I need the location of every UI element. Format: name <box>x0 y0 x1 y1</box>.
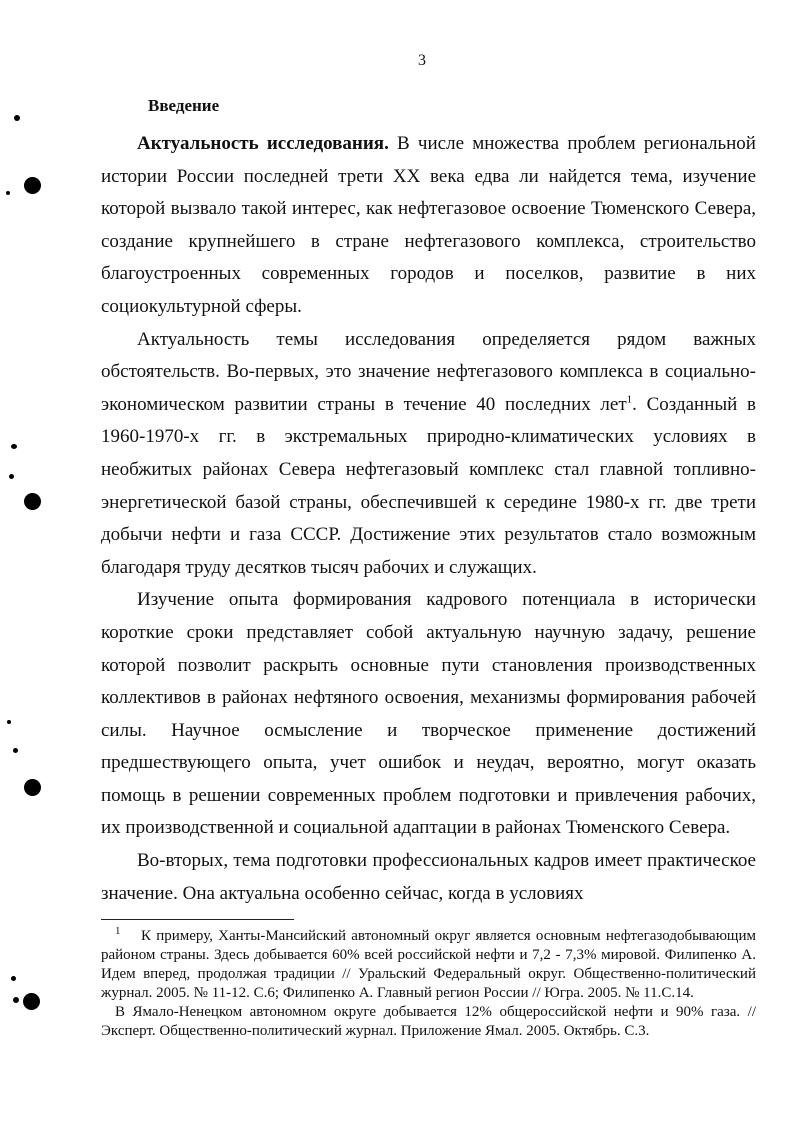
footnote-reference: 1 <box>626 393 633 406</box>
scan-speck <box>13 748 18 753</box>
footnote-text: К примеру, Ханты-Мансийский автономный округ является основным нефтегазодобывающим районом страны. Здесь добывается 60% всей российской нефти и 7,2 - 7,3% мировой. Филипенко А. Идем вперед, продолжая традиции // Уральский Федеральный округ. Общественно-политический журнал. 2005. № 11-12. С.6; Филипенко А. Главный регион России // Югра. 2005. № 11.С.14. <box>101 928 756 1001</box>
scan-speck <box>9 474 14 479</box>
paragraph-relevance <box>101 128 756 324</box>
paragraph-text: Актуальность темы исследования определяется рядом важных обстоятельств. Во-первых, это значение нефтегазового комплекса в социально-экономическом развитии страны в течение 40 последних лет <box>101 328 756 415</box>
scan-speck <box>11 976 16 981</box>
paragraph-experience <box>101 584 756 845</box>
scan-speck <box>14 115 20 121</box>
binding-hole-mark <box>24 493 41 510</box>
page-number: 3 <box>418 52 426 69</box>
footnote-text: В Ямало-Ненецком автономном округе добывается 12% общероссийской нефти и 90% газа. // Эксперт. Общественно-политический журнал. Приложение Ямал. 2005. Октябрь. С.3. <box>101 1004 756 1039</box>
paragraph-circumstances <box>101 324 756 585</box>
footnote: $^1$ К примеру, Ханты-Мансийский автономный округ является основным нефтегазодобывающим районом страны. Здесь добывается 60% всей российской нефти и 7,2 - 7,3% мировой. Филипенко А. Идем вперед, продолжая традиции // Уральский Федеральный округ. Общественно-политический журнал. 2005. № 11-12. С.6; Филипенко А. Главный регион России // Югра. 2005. № 11.С.14. <box>101 925 756 1001</box>
binding-hole-mark <box>24 779 41 796</box>
paragraph-text: Изучение опыта формирования кадрового потенциала в исторически короткие сроки представляет собой актуальную научную задачу, решение которой позволит раскрыть основные пути становления производственных коллективов в районах нефтяного освоения, механизмы формирования рабочей силы. Научное осмысление и творческое применение достижений предшествующего опыта, учет ошибок и неудач, вероятно, могут оказать помощь в решении современных проблем подготовки и привлечения рабочих, их производственной и социальной адаптации в районах Тюменского Севера. <box>101 589 756 839</box>
footnotes <box>101 927 756 1041</box>
paragraph-text: В числе множества проблем региональной истории России последней трети XX века едва ли найдется тема, изучение которой вызвало такой интерес, как нефтегазовое освоение Тюменского Севера, создание крупнейшего в стране нефтегазового комплекса, строительство благоустроенных современных городов и поселков, развитие в них социокультурной сферы. <box>101 133 756 317</box>
scan-speck <box>6 191 10 195</box>
scan-speck <box>7 720 11 724</box>
scan-speck <box>13 997 19 1003</box>
scan-speck <box>11 444 17 449</box>
section-heading: Введение <box>148 96 220 115</box>
binding-hole-mark <box>24 177 41 194</box>
paragraph-lead: Актуальность исследования. <box>137 133 389 154</box>
body-text <box>101 128 756 910</box>
paragraph-text: Во-вторых, тема подготовки профессиональных кадров имеет практическое значение. Она актуальна особенно сейчас, когда в условиях <box>101 850 756 904</box>
binding-hole-mark <box>23 993 40 1010</box>
footnote-divider <box>101 919 294 920</box>
footnote <box>101 1003 756 1041</box>
paragraph-practical <box>101 845 756 910</box>
paragraph-text: . Созданный в 1960-1970-х гг. в экстремальных природно-климатических условиях в необжитых районах Севера нефтегазовый комплекс стал главной топливно-энергетической базой страны, обеспечившей к середине 1980-х гг. две трети добычи нефти и газа СССР. Достижение этих результатов стало возможным благодаря труду десятков тысяч рабочих и служащих. <box>101 393 756 578</box>
